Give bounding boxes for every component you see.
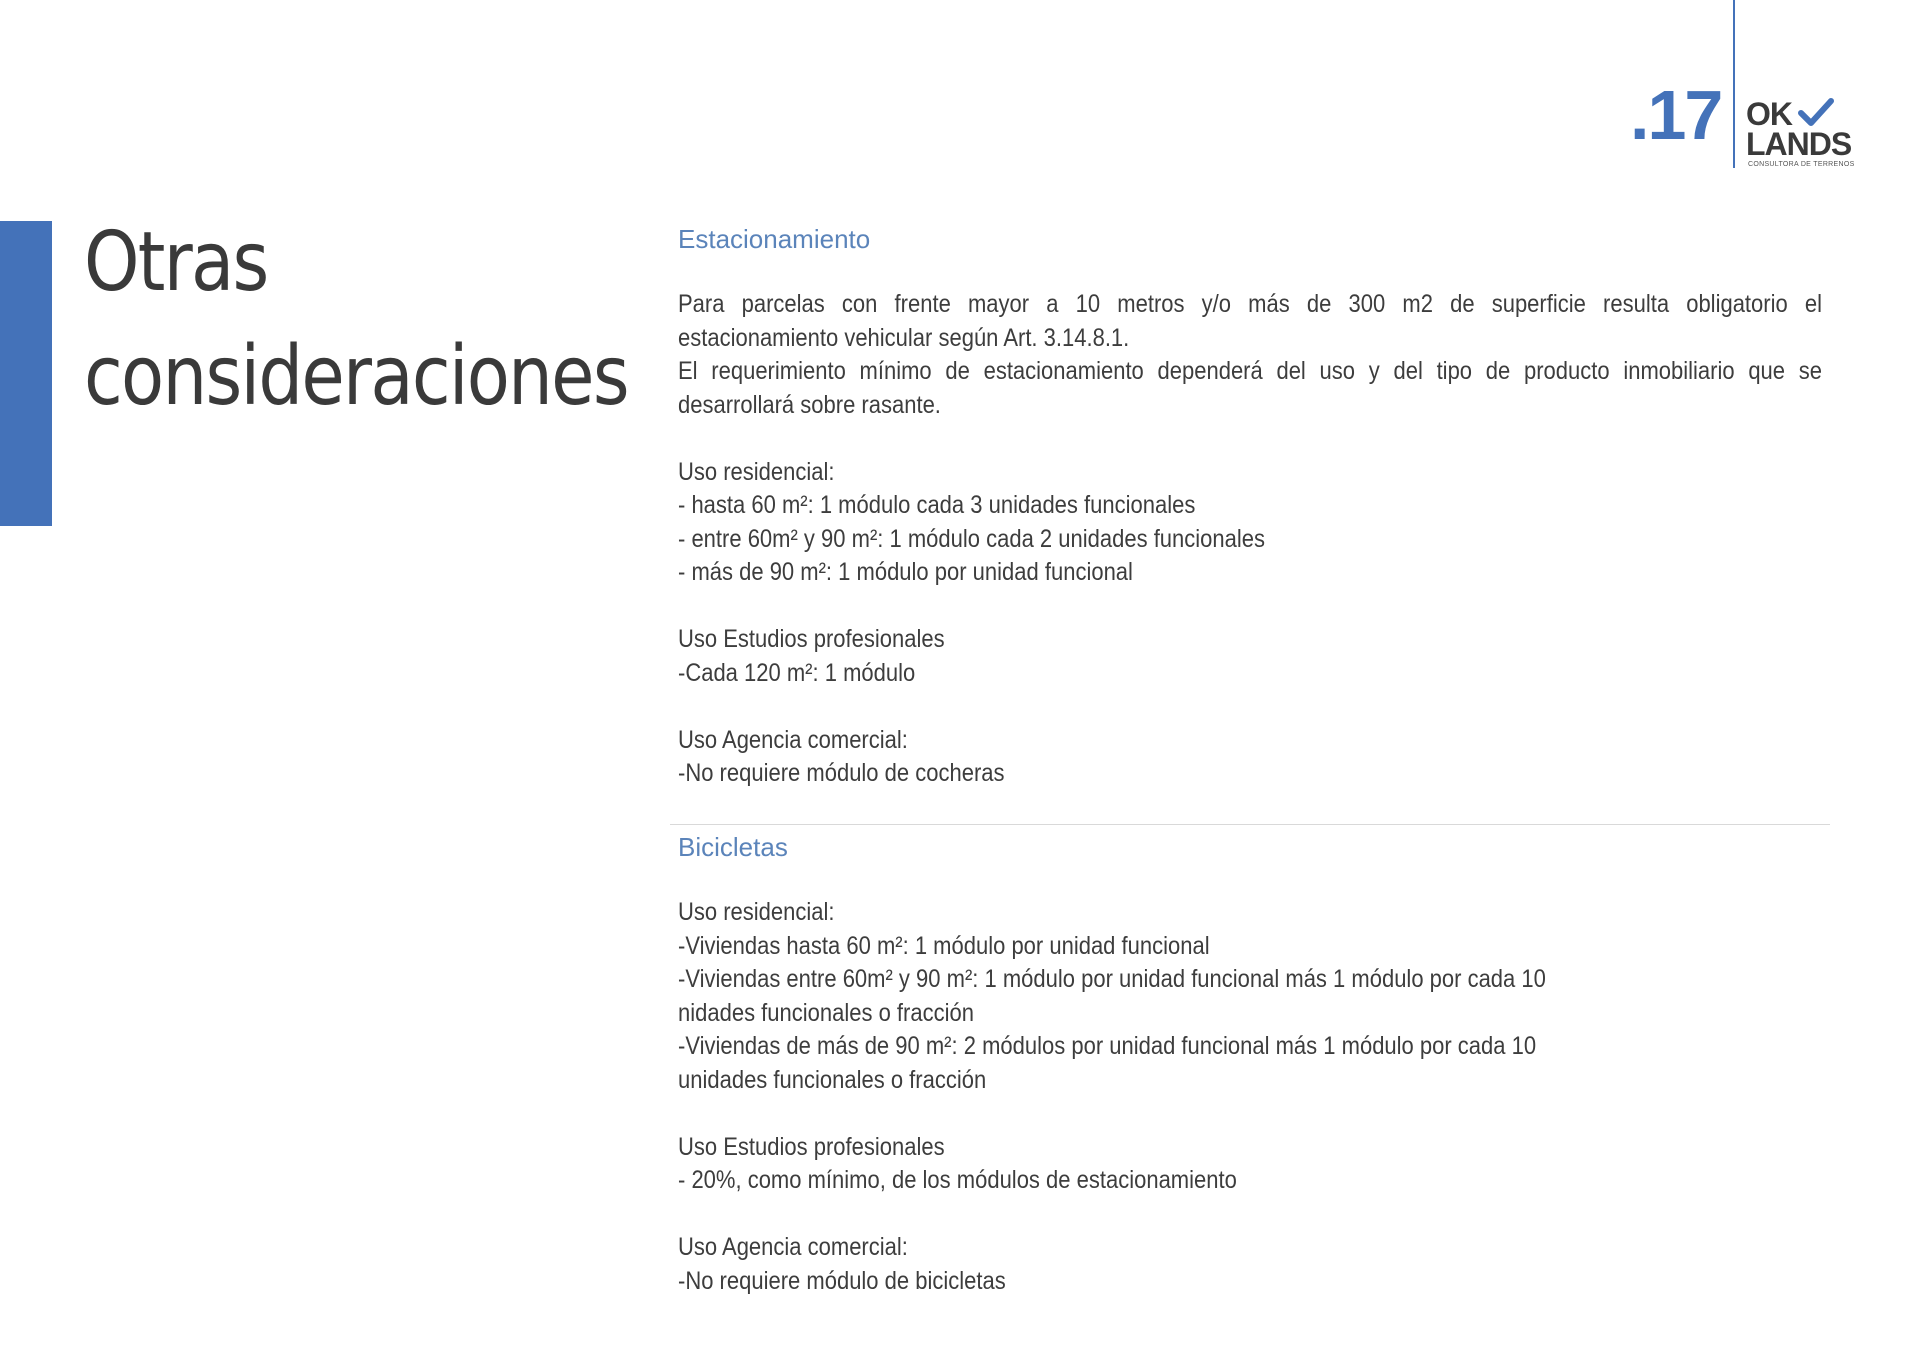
section-heading-bicicletas: Bicicletas [678, 832, 788, 862]
list-item: -No requiere módulo de bicicletas [678, 1266, 1006, 1295]
page-title-line1: Otras [84, 215, 268, 310]
list-item: -No requiere módulo de cocheras [678, 759, 1005, 787]
block-label: Uso Estudios profesionales [678, 1132, 945, 1161]
intro-paragraph [678, 288, 1822, 422]
header-divider-line [1733, 0, 1735, 168]
intro-line: desarrollará sobre rasante. [678, 390, 941, 419]
bicicletas-agencia [678, 1231, 1822, 1298]
estacionamiento-agencia [678, 724, 1822, 791]
bicicletas-estudios [678, 1131, 1822, 1198]
block-label: Uso residencial: [678, 457, 835, 486]
list-item: - más de 90 m²: 1 módulo por unidad funcional [678, 558, 1133, 586]
list-item: -Viviendas entre 60m² y 90 m²: 1 módulo por unidad funcional más 1 módulo por cada 10 [678, 965, 1546, 993]
page-title [84, 206, 628, 434]
intro-line: estacionamiento vehicular según Art. 3.14.8.1. [678, 323, 1130, 352]
estacionamiento-section [678, 222, 1822, 791]
list-item: - hasta 60 m²: 1 módulo cada 3 unidades funcionales [678, 491, 1196, 519]
accent-bar [0, 221, 52, 526]
list-item: - 20%, como mínimo, de los módulos de estacionamiento [678, 1166, 1237, 1194]
list-item: -Viviendas de más de 90 m²: 2 módulos por unidad funcional más 1 módulo por cada 10 [678, 1032, 1537, 1060]
bicicletas-residencial [678, 896, 1822, 1097]
bicicletas-section [678, 830, 1822, 1298]
list-item: nidades funcionales o fracción [678, 998, 974, 1027]
page-number: .17 [1630, 76, 1722, 154]
list-item: -Cada 120 m²: 1 módulo [678, 658, 916, 687]
logo-tagline: CONSULTORA DE TERRENOS [1748, 161, 1855, 168]
block-label: Uso residencial: [678, 898, 835, 926]
list-item: unidades funcionales o fracción [678, 1065, 987, 1094]
list-item: - entre 60m² y 90 m²: 1 módulo cada 2 unidades funcionales [678, 524, 1266, 553]
check-icon [1798, 98, 1834, 126]
okland-logo [1746, 98, 1866, 170]
block-label: Uso Agencia comercial: [678, 1233, 908, 1261]
intro-line: Para parcelas con frente mayor a 10 metros y/o más de 300 m2 de superficie resulta obligatorio el [678, 290, 1822, 318]
list-item: -Viviendas hasta 60 m²: 1 módulo por unidad funcional [678, 931, 1210, 960]
logo-lands-text: LANDS [1746, 126, 1852, 162]
section-heading-estacionamiento: Estacionamiento [678, 224, 871, 254]
section-divider [670, 824, 1830, 825]
block-label: Uso Estudios profesionales [678, 625, 945, 653]
intro-line: El requerimiento mínimo de estacionamiento dependerá del uso y del tipo de producto inmobiliario que se [678, 357, 1822, 385]
block-label: Uso Agencia comercial: [678, 725, 908, 754]
page-title-line2: consideraciones [84, 329, 628, 424]
estacionamiento-estudios [678, 623, 1822, 690]
logo-ok-text: OK [1746, 96, 1792, 132]
estacionamiento-residencial [678, 456, 1822, 590]
